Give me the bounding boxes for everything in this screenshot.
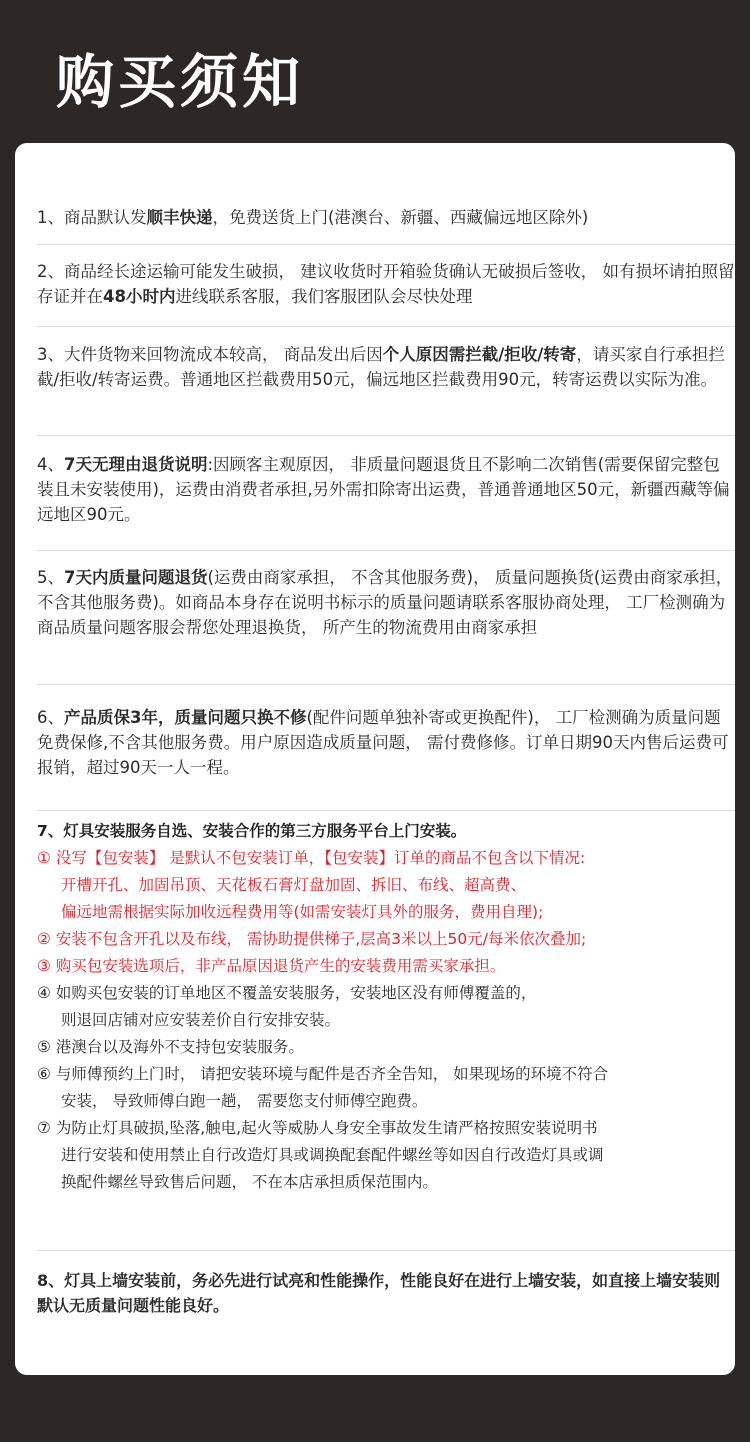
install-rule-1-line: 偏远地需根据实际加收远程费用等(如需安装灯具外的服务，费用自理);	[61, 903, 544, 921]
notice-text: 3、大件货物来回物流成本较高， 商品发出后因	[37, 345, 383, 364]
install-rule-3: ③ 购买包安装选项后，非产品原因退货产生的安装费用需买家承担。	[37, 957, 506, 975]
install-rule-7-line: 进行安装和使用禁止自行改造灯具或调换配套配件螺丝等如因自行改造灯具或调	[61, 1146, 604, 1164]
notice-text: 6、	[37, 708, 64, 727]
notice-highlight: 产品质保3年，质量问题只换不修	[64, 708, 307, 727]
page-title: 购买须知	[56, 48, 305, 116]
notice-item-8	[37, 1268, 735, 1318]
notice-item-2	[37, 259, 735, 309]
notice-item-4	[37, 452, 735, 527]
notice-item-3	[37, 342, 735, 392]
notice-text: 2、商品经长途运输可能发生破损， 建议收货时开箱验货确认无破损后签收， 如有损坏请拍照留存证并在	[37, 262, 735, 306]
notice-highlight: 7天无理由退货说明	[64, 455, 208, 474]
install-rule-5: ⑤ 港澳台以及海外不支持包安装服务。	[37, 1038, 304, 1056]
install-rule-4: ④ 如购买包安装的订单地区不覆盖安装服务，安装地区没有师傅覆盖的，	[37, 984, 537, 1002]
notice-text: (运费由商家承担， 不含其他服务费)， 质量问题换货(运费由商家承担， 不含其他服务费)。如商品本身存在说明书标示的质量问题请联系客服协商处理， 工厂检测确为商品质量问题客服会帮您处理退换货， 所产生的物流费用由商家承担	[37, 568, 733, 637]
install-rule-6: ⑥ 与师傅预约上门时， 请把安装环境与配件是否齐全告知， 如果现场的环境不符合	[37, 1065, 609, 1083]
divider	[37, 1250, 735, 1251]
divider	[37, 684, 735, 685]
notice-text: 8、灯具上墙安装前，务必先进行试亮和性能操作，性能良好在进行上墙安装，如直接上墙安装则默认无质量问题性能良好。	[37, 1271, 721, 1315]
notice-item-6	[37, 705, 735, 780]
notice-text: 1、商品默认发	[37, 208, 147, 227]
install-rule-1: ① 没写【包安装】 是默认不包安装订单，【包安装】订单的商品不包含以下情况:	[37, 849, 586, 867]
notice-card	[15, 143, 735, 1375]
divider	[37, 810, 735, 811]
divider	[37, 550, 735, 551]
notice-text: ，请买家自行承担拦截/拒收/转寄运费。普通地区拦截费用50元，偏远地区拦截费用90元，转寄运费以实际为准。	[37, 345, 725, 389]
install-rule-4-line: 则退回店铺对应安装差价自行安排安装。	[61, 1011, 341, 1029]
notice-text: 5、	[37, 568, 64, 587]
notice-item-5	[37, 565, 735, 640]
notice-text: 4、	[37, 455, 64, 474]
notice-text: ，免费送货上门(港澳台、新疆、西藏偏远地区除外)	[212, 208, 589, 227]
install-rule-2: ② 安装不包含开孔以及布线， 需协助提供梯子,层高3米以上50元/每米依次叠加;	[37, 930, 587, 948]
notice-text: 进线联系客服，我们客服团队会尽快处理	[175, 287, 473, 306]
notice-text: (配件问题单独补寄或更换配件)， 工厂检测确为质量问题免费保修,不含其他服务费。用户原因造成质量问题， 需付费修修。订单日期90天内售后运费可报销，超过90天一人一程。	[37, 708, 729, 777]
notice-highlight: 个人原因需拦截/拒收/转寄	[382, 345, 577, 364]
divider	[37, 435, 735, 436]
notice-item-7	[37, 818, 735, 1196]
notice-text: :因顾客主观原因， 非质量问题退货且不影响二次销售(需要保留完整包装且未安装使用)，运费由消费者承担,另外需扣除寄出运费，普通普通地区50元，新疆西藏等偏远地区90元。	[37, 455, 730, 524]
notice-highlight: 7天内质量问题退货	[64, 568, 208, 587]
install-rule-7-line: 换配件螺丝导致售后问题， 不在本店承担质保范围内。	[61, 1173, 438, 1191]
install-rule-7: ⑦ 为防止灯具破损,坠落,触电,起火等威胁人身安全事故发生请严格按照安装说明书	[37, 1119, 598, 1137]
notice-highlight: 48小时内	[103, 287, 176, 306]
notice-highlight: 顺丰快递	[146, 208, 213, 227]
install-rule-1-line: 开槽开孔、加固吊顶、天花板石膏灯盘加固、拆旧、布线、超高费、	[61, 876, 527, 894]
notice-item-1	[37, 205, 735, 230]
install-rule-6-line: 安装， 导致师傅白跑一趟， 需要您支付师傅空跑费。	[61, 1092, 428, 1110]
divider	[37, 244, 735, 245]
divider	[37, 326, 735, 327]
install-heading: 7、灯具安装服务自选、安装合作的第三方服务平台上门安装。	[37, 822, 467, 840]
